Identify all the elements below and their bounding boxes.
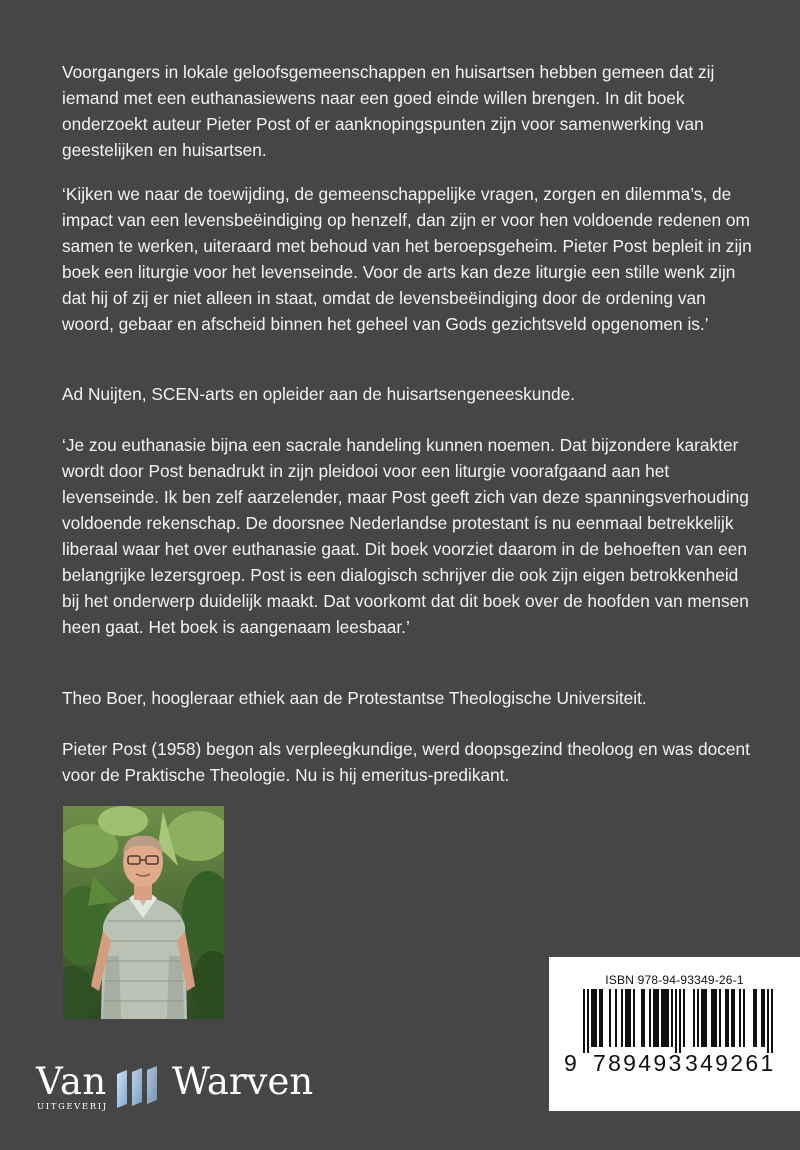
barcode-bar	[643, 989, 645, 1047]
barcode-bar	[629, 989, 631, 1047]
barcode-bar	[743, 989, 745, 1047]
barcode-bar	[755, 989, 757, 1047]
barcode-bar	[715, 989, 717, 1047]
barcode-bar	[661, 989, 663, 1047]
barcode-bar	[683, 989, 685, 1047]
logo-van-text: Van	[36, 1060, 107, 1103]
barcode-bar	[627, 989, 629, 1047]
barcode-bar	[609, 989, 611, 1047]
barcode-bar	[693, 989, 695, 1047]
barcode-bar	[719, 989, 721, 1047]
barcode-bar	[641, 989, 643, 1047]
barcode-bar	[675, 989, 677, 1053]
barcode-bar	[767, 989, 769, 1053]
barcode-bar	[753, 989, 755, 1047]
barcode-bar	[653, 989, 655, 1047]
barcode-bar	[679, 989, 681, 1053]
barcode-bar	[713, 989, 715, 1047]
barcode-bar	[587, 989, 589, 1053]
barcode-bar	[595, 989, 597, 1047]
author-photo	[63, 806, 224, 1019]
barcode-bar	[711, 989, 713, 1047]
author-bio: Pieter Post (1958) begon als verpleegkundige, werd doopsgezind theoloog en was docent voor de Praktische Theologie. Nu is hij emeritus-predikant.	[62, 739, 750, 785]
barcode-bar	[621, 989, 623, 1047]
barcode-digit-first: 9	[564, 1050, 577, 1076]
attribution-boer: Theo Boer, hoogleraar ethiek aan de Protestantse Theologische Universiteit.	[62, 688, 647, 708]
barcode-bars	[549, 989, 800, 1053]
publisher-logo	[36, 1060, 326, 1120]
barcode-bar	[671, 989, 673, 1047]
barcode-digits-left: 789493	[593, 1050, 684, 1076]
barcode-bar	[591, 989, 593, 1047]
barcode-bar	[599, 989, 601, 1047]
barcode-bar	[615, 989, 617, 1047]
barcode-bar	[739, 989, 741, 1047]
barcode-bar	[583, 989, 585, 1053]
barcode-bar	[633, 989, 635, 1047]
barcode-bar	[725, 989, 727, 1047]
barcode-bar	[697, 989, 699, 1047]
barcode-bar	[763, 989, 765, 1047]
barcode-bar	[705, 989, 707, 1047]
barcode-bar	[657, 989, 659, 1047]
barcode-bar	[731, 989, 733, 1047]
publisher-mark-icon	[113, 1064, 165, 1110]
barcode-bar	[771, 989, 773, 1053]
barcode-bar	[665, 989, 667, 1047]
barcode-bar	[733, 989, 735, 1047]
intro-paragraph: Voorgangers in lokale geloofsgemeenschappen en huisartsen hebben gemeen dat zij iemand met een euthanasiewens naar een goed einde willen brengen. In dit boek onderzoekt auteur Pieter Post of er aanknopingspunten zijn voor samenwerking van geestelijken en huisartsen.	[62, 62, 715, 160]
barcode-bar	[663, 989, 665, 1047]
isbn-barcode	[549, 957, 800, 1111]
author-portrait-photo-icon	[63, 806, 224, 1019]
barcode-digits-right: 349261	[685, 1050, 776, 1076]
barcode-bar	[761, 989, 763, 1047]
barcode-bar	[701, 989, 703, 1047]
barcode-bar	[667, 989, 669, 1047]
quote-boer: ‘Je zou euthanasie bijna een sacrale handeling kunnen noemen. Dat bijzondere karakter wordt door Post benadrukt in zijn pleidooi voor een liturgie voorafgaand aan het levenseinde. Ik ben zelf aarzelender, maar Post geeft zich van deze spanningsverhouding voldoende rekenschap. De doorsnee Nederlandse protestant ís nu eenmaal betrekkelijk liberaal waar het over euthanasie gaat. Dit boek voorziet daarom in de behoeften van een belangrijke lezersgroep. Post is een dialogisch schrijver die ook zijn eigen betrokkenheid bij het onderwerp duidelijk maakt. Dat voorkomt dat dit boek over de hoofden van mensen heen gaat. Het boek is aangenaam leesbaar.’	[62, 435, 749, 637]
isbn-label: ISBN 978-94-93349-26-1	[605, 973, 744, 987]
logo-warven-text: Warven	[172, 1060, 314, 1103]
barcode-bar	[601, 989, 603, 1047]
barcode-bar	[655, 989, 657, 1047]
barcode-bar	[625, 989, 627, 1047]
barcode-bar	[727, 989, 729, 1047]
attribution-nuijten: Ad Nuijten, SCEN-arts en opleider aan de huisartsengeneeskunde.	[62, 384, 575, 404]
barcode-bar	[703, 989, 705, 1047]
barcode-bar	[649, 989, 651, 1047]
barcode-bar	[593, 989, 595, 1047]
logo-uitgeverij-text: UITGEVERIJ	[37, 1102, 108, 1112]
quote-nuijten: ‘Kijken we naar de toewijding, de gemeenschappelijke vragen, zorgen en dilemma’s, de impact van een levensbeëindiging op henzelf, dan zijn er voor hen voldoende redenen om samen te werken, uiteraard met behoud van het beroepsgeheim. Pieter Post bepleit in zijn boek een liturgie voor het levenseinde. Voor de arts kan deze liturgie een stille wenk zijn dat hij of zij er niet alleen in staat, omdat de levensbeëindiging door de ordening van woord, gebaar en afscheid binnen het geheel van Gods gezichtsveld opgenomen is.’	[62, 184, 752, 334]
